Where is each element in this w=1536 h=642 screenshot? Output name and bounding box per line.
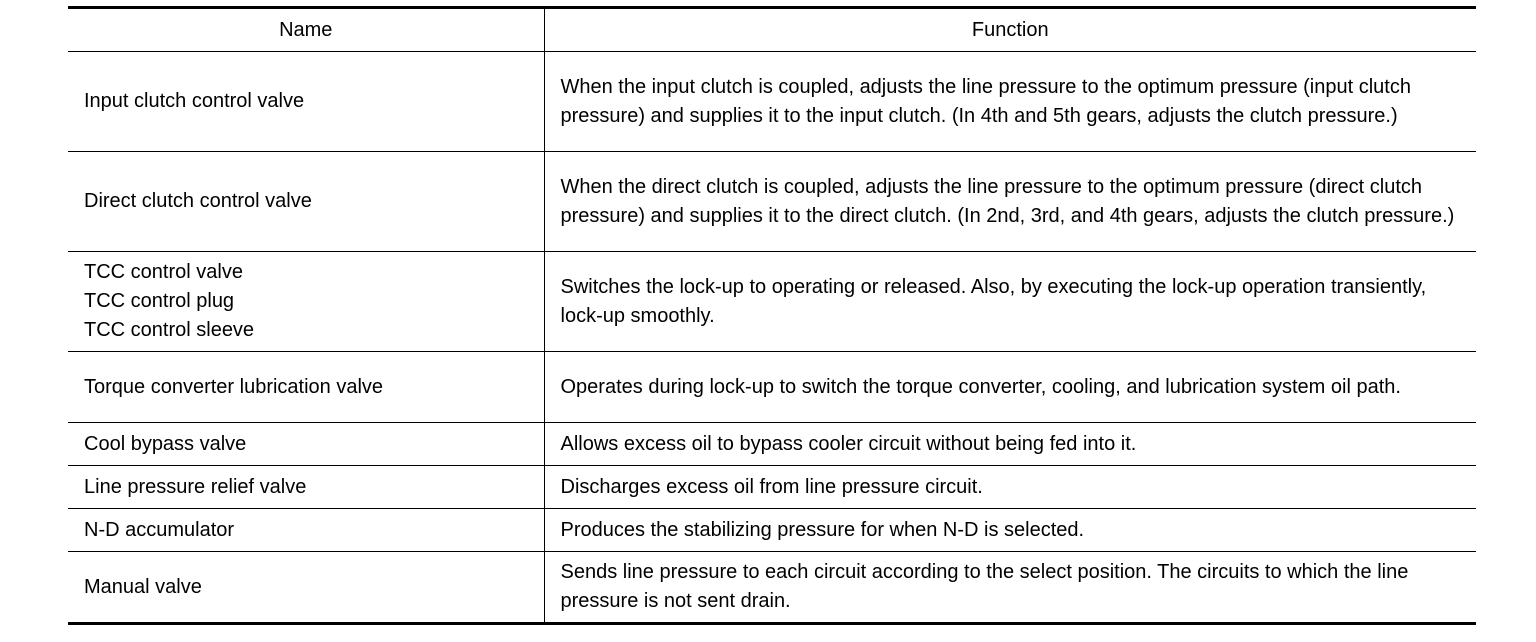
table-row <box>68 52 1476 152</box>
component-name: N-D accumulator <box>84 518 235 541</box>
name-cell <box>68 423 544 466</box>
name-cell <box>68 509 544 552</box>
function-cell: When the direct clutch is coupled, adjusts the line pressure to the optimum pressure (direct clutch pressure) and supplies it to the direct clutch. (In 2nd, 3rd, and 4th gears, adjusts the clutch pressure.) <box>544 152 1476 252</box>
function-cell: Sends line pressure to each circuit according to the select position. The circuits to which the line pressure is not sent drain. <box>544 552 1476 624</box>
table-body <box>68 52 1476 624</box>
component-name: Manual valve <box>84 575 202 598</box>
table-row <box>68 152 1476 252</box>
function-cell: Discharges excess oil from line pressure circuit. <box>544 466 1476 509</box>
header-row <box>68 8 1476 52</box>
valve-function-table-container <box>68 6 1476 625</box>
column-header-name: Name <box>68 8 544 52</box>
component-name: Direct clutch control valve <box>84 190 312 212</box>
function-cell: Switches the lock-up to operating or released. Also, by executing the lock-up operation transiently, lock-up smoothly. <box>544 252 1476 352</box>
name-cell <box>68 252 544 352</box>
name-cell <box>68 552 544 624</box>
component-name: Cool bypass valve <box>84 432 247 455</box>
function-cell: When the input clutch is coupled, adjusts the line pressure to the optimum pressure (input clutch pressure) and supplies it to the input clutch. (In 4th and 5th gears, adjusts the clutch pressure.) <box>544 52 1476 152</box>
name-cell <box>68 52 544 152</box>
valve-function-table <box>68 6 1476 625</box>
function-cell: Operates during lock-up to switch the torque converter, cooling, and lubrication system oil path. <box>544 352 1476 423</box>
table-row <box>68 509 1476 552</box>
component-name: Torque converter lubrication valve <box>84 375 384 398</box>
table-row <box>68 252 1476 352</box>
table-header <box>68 8 1476 52</box>
component-name: Line pressure relief valve <box>84 475 307 498</box>
component-name: TCC control sleeve <box>84 319 255 341</box>
table-row <box>68 466 1476 509</box>
table-row <box>68 552 1476 624</box>
function-cell: Allows excess oil to bypass cooler circuit without being fed into it. <box>544 423 1476 466</box>
column-header-function: Function <box>544 8 1476 52</box>
table-row <box>68 423 1476 466</box>
component-name: TCC control valve <box>84 261 243 283</box>
name-cell <box>68 352 544 423</box>
name-cell <box>68 466 544 509</box>
table-row <box>68 352 1476 423</box>
component-name: Input clutch control valve <box>84 90 305 112</box>
name-cell <box>68 152 544 252</box>
function-cell: Produces the stabilizing pressure for when N-D is selected. <box>544 509 1476 552</box>
component-name: TCC control plug <box>84 290 235 312</box>
